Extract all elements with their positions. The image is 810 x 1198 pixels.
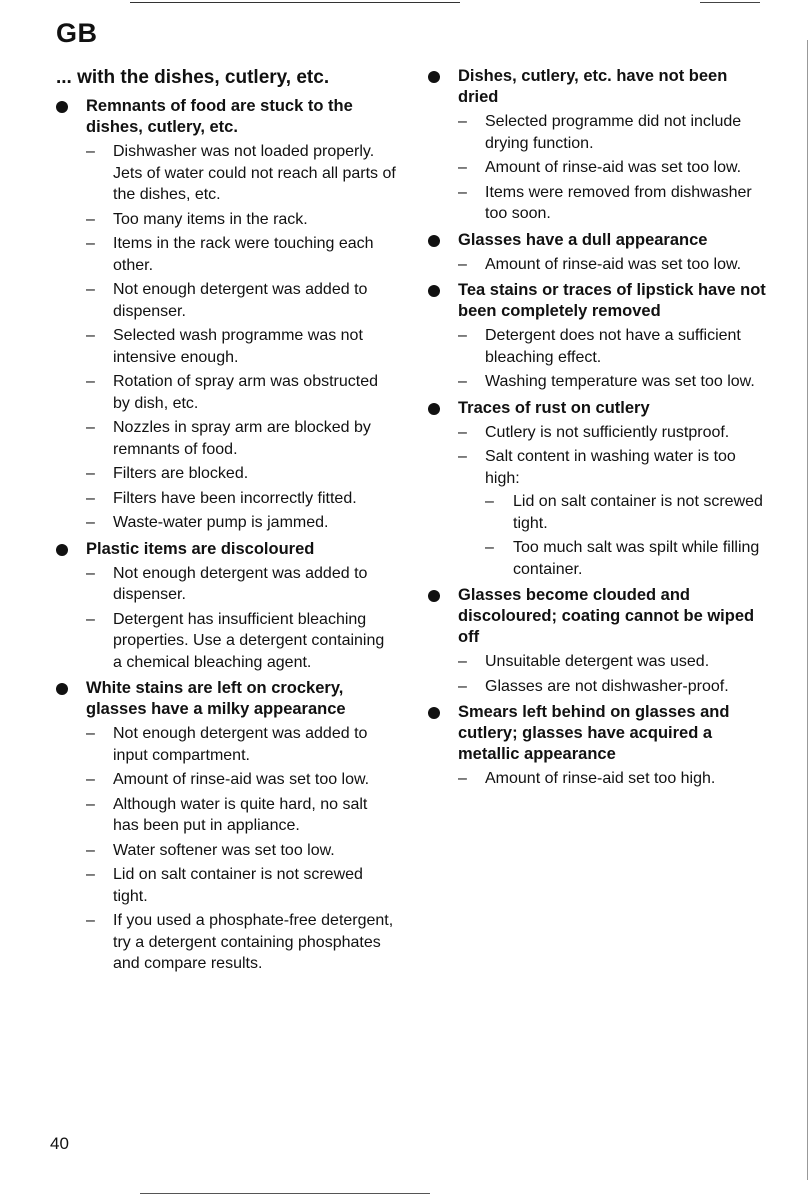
right-column (428, 66, 768, 795)
page-number: 40 (50, 1134, 69, 1153)
problem-title: Dishes, cutlery, etc. have not been dried (458, 67, 728, 106)
cause-list (86, 563, 396, 674)
problem-title: Remnants of food are stuck to the dishes, cutlery, etc. (86, 97, 353, 136)
cause-list (458, 422, 768, 581)
dash-icon: – (86, 610, 95, 628)
dash-icon: – (86, 489, 95, 507)
dash-icon: – (458, 770, 467, 787)
sub-cause-list (485, 491, 768, 580)
problem-block (56, 539, 396, 674)
problem-block (428, 702, 768, 790)
cause-item: – Filters are blocked. (86, 463, 396, 485)
cause-item: – Not enough detergent was added to dispenser. (86, 281, 368, 320)
bullet-icon (428, 403, 440, 415)
problem-title: Plastic items are discoloured (86, 539, 315, 558)
page-edge-line (807, 40, 808, 1180)
top-rule (130, 2, 460, 3)
cause-item: – Items in the rack were touching each other. (86, 235, 374, 274)
cause-item: – Selected wash programme was not intensive enough. (86, 327, 363, 366)
cause-item: – Although water is quite hard, no salt has been put in appliance. (86, 795, 368, 834)
dash-icon: – (458, 448, 467, 465)
dash-icon: – (458, 327, 467, 344)
dash-icon: – (458, 423, 467, 441)
bullet-icon (428, 71, 440, 83)
cause-item: – Amount of rinse-aid set too high. (458, 768, 768, 790)
cause-item: – Nozzles in spray arm are blocked by remnants of food. (86, 419, 371, 458)
dash-icon: – (86, 210, 95, 228)
cause-item: – Selected programme did not include drying function. (458, 113, 742, 152)
dash-icon: – (86, 795, 95, 813)
cause-item: – Unsuitable detergent was used. (458, 651, 768, 673)
cause-item: – Rotation of spray arm was obstructed by dish, etc. (86, 373, 379, 412)
cause-item: – Washing temperature was set too low. (458, 371, 768, 393)
dash-icon: – (86, 912, 95, 929)
cause-list (458, 254, 768, 276)
cause-item: – Waste-water pump is jammed. (86, 512, 396, 534)
left-column (56, 66, 396, 980)
dash-icon: – (86, 327, 95, 344)
cause-item: – Dishwasher was not loaded properly. Jets of water could not reach all parts of the dishes, etc. (86, 143, 396, 203)
problem-block (428, 230, 768, 276)
problem-block (428, 585, 768, 697)
bullet-icon (428, 590, 440, 602)
cause-list (458, 768, 768, 790)
problem-title: Tea stains or traces of lipstick have not been completely removed (458, 281, 766, 320)
cause-list (458, 651, 768, 697)
problem-block (56, 678, 396, 975)
cause-item: – Not enough detergent was added to dispenser. (86, 564, 368, 603)
problem-title: Glasses have a dull appearance (458, 230, 708, 249)
cause-item: – Filters have been incorrectly fitted. (86, 488, 396, 510)
cause-item: – Detergent has insufficient bleaching properties. Use a detergent containing a chemical bleaching agent. (86, 610, 385, 671)
problem-title: Glasses become clouded and discoloured; coating cannot be wiped off (458, 586, 755, 646)
cause-list (86, 141, 396, 534)
bottom-rule (140, 1193, 430, 1194)
dash-icon: – (86, 281, 95, 298)
sub-cause-item: – Too much salt was spilt while filling container. (485, 539, 760, 578)
dash-icon: – (458, 255, 467, 273)
cause-item: – Detergent does not have a sufficient bleaching effect. (458, 327, 741, 366)
section-heading: ... with the dishes, cutlery, etc. (56, 67, 330, 88)
cause-item: – Too many items in the rack. (86, 209, 396, 231)
problem-block (428, 66, 768, 225)
cause-item: – Amount of rinse-aid was set too low. (86, 769, 396, 791)
bullet-icon (428, 235, 440, 247)
language-code-heading: GB (56, 18, 98, 48)
dash-icon: – (86, 725, 95, 742)
cause-item: – If you used a phosphate-free detergent, try a detergent containing phosphates and compare results. (86, 912, 394, 972)
cause-item: – Water softener was set too low. (86, 840, 396, 862)
dash-icon: – (86, 841, 95, 859)
cause-item: – Amount of rinse-aid was set too low. (458, 157, 768, 179)
bullet-icon (428, 285, 440, 297)
problem-block (428, 398, 768, 581)
dash-icon: – (86, 235, 95, 252)
dash-icon: – (86, 373, 95, 390)
dash-icon: – (86, 564, 95, 582)
dash-icon: – (86, 866, 95, 883)
cause-list (458, 325, 768, 393)
cause-item: – Amount of rinse-aid was set too low. (458, 254, 768, 276)
cause-item: – Cutlery is not sufficiently rustproof. (458, 422, 768, 444)
sub-cause-item: – Lid on salt container is not screwed tight. (485, 493, 763, 532)
dash-icon: – (86, 143, 95, 160)
problem-block (56, 96, 396, 534)
bullet-icon (56, 101, 68, 113)
dash-icon: – (458, 183, 467, 201)
cause-item: – Not enough detergent was added to input compartment. (86, 725, 368, 764)
dash-icon: – (458, 653, 467, 670)
dash-icon: – (458, 677, 467, 695)
dash-icon: – (458, 159, 467, 176)
cause-list (458, 111, 768, 225)
problem-title: Smears left behind on glasses and cutlery; glasses have acquired a metallic appearance (458, 703, 730, 763)
bullet-icon (56, 683, 68, 695)
dash-icon: – (86, 771, 95, 788)
cause-item: – Items were removed from dishwasher too soon. (458, 183, 752, 222)
cause-item: – Salt content in washing water is too high: – Lid on salt container is not screwed tight. – Too much salt was spilt while filling container. (458, 446, 768, 580)
cause-list (86, 723, 396, 975)
dash-icon: – (458, 373, 467, 390)
dash-icon: – (485, 539, 494, 556)
cause-item: – Lid on salt container is not screwed tight. (86, 866, 363, 905)
dash-icon: – (485, 493, 494, 510)
bullet-icon (428, 707, 440, 719)
bullet-icon (56, 544, 68, 556)
dash-icon: – (86, 419, 95, 436)
dash-icon: – (86, 465, 95, 482)
cause-item: – Glasses are not dishwasher-proof. (458, 676, 768, 698)
problem-title: Traces of rust on cutlery (458, 398, 650, 417)
top-rule-secondary (700, 2, 760, 3)
problem-title: White stains are left on crockery, glasses have a milky appearance (86, 679, 346, 718)
dash-icon: – (458, 113, 467, 130)
problem-block (428, 280, 768, 393)
dash-icon: – (86, 514, 95, 531)
